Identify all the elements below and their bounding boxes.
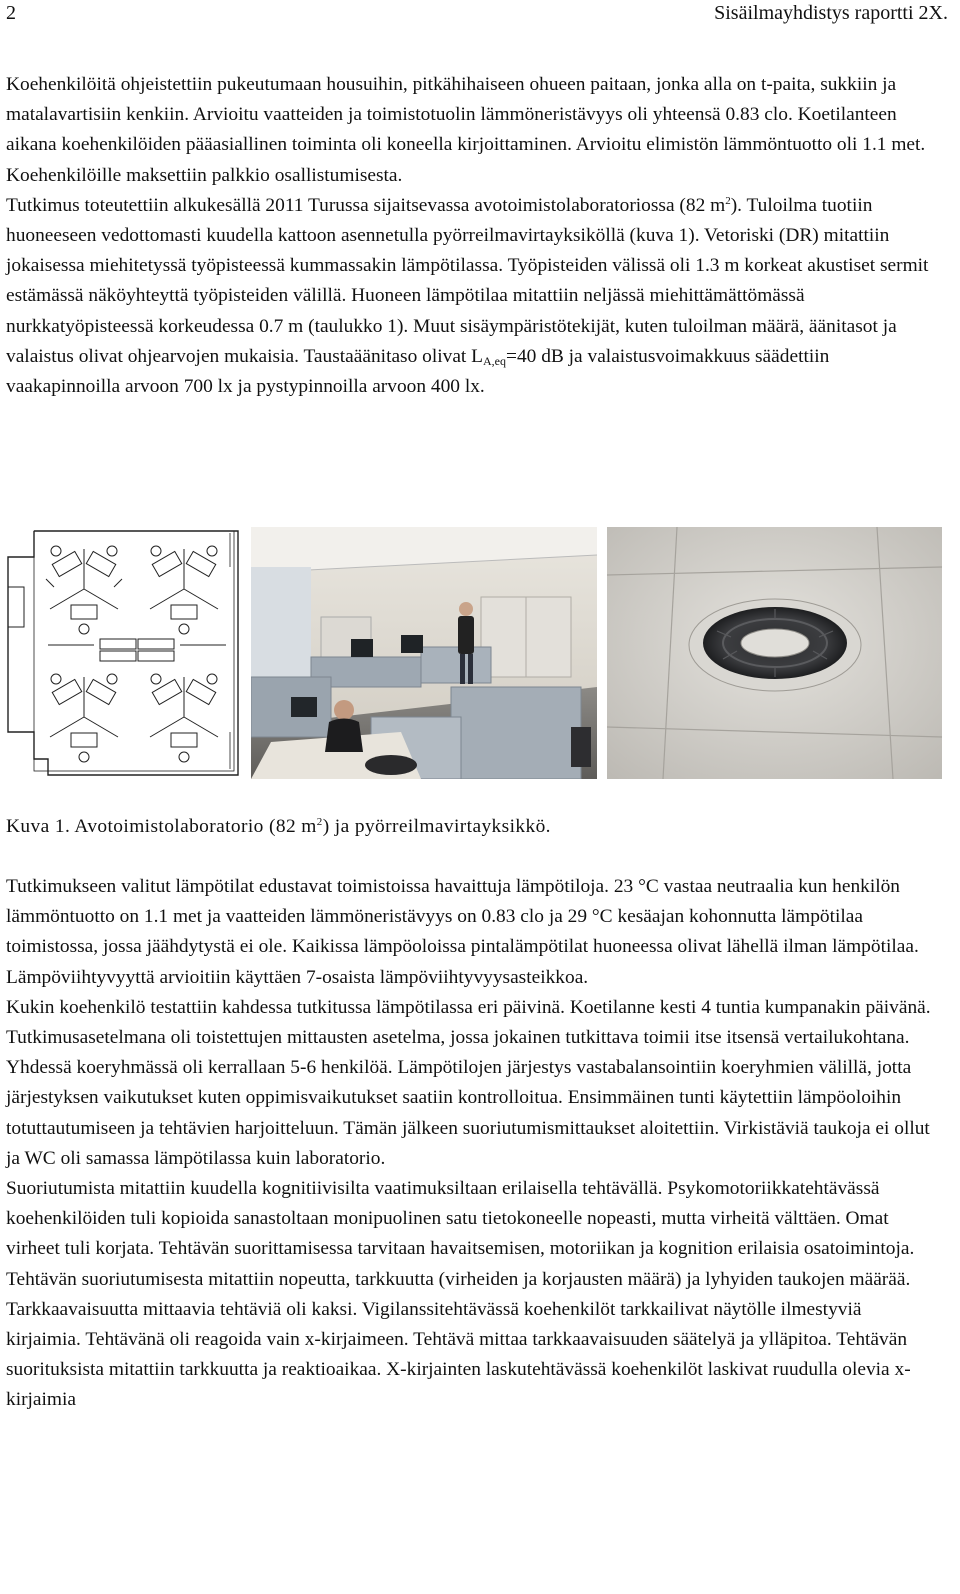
- body-paragraph: Suoriutumista mitattiin kuudella kognitiivisilta vaatimuksiltaan erilaisella tehtävällä. Psykomotoriikkatehtävässä koehenkilöiden tuli kopioida sanastoltaan monipuolinen satu tietokoneelle nopeasti, mutta virheitä välttäen. Omat virheet tuli korjata. Tehtävän suorittamisessa tarvitaan havaitsemisen, motoriikan ja kognition erilaisia osatoimintoja. Tehtävän suoriutumisesta mitattiin nopeutta, tarkkuutta (virheiden ja korjausten määrä) ja lyhyiden taukojen määrää.: [6, 1178, 915, 1290]
- office-photo: [251, 527, 597, 779]
- floor-plan-figure: [4, 527, 242, 779]
- paragraph-text: Tutkimus toteutettiin alkukesällä 2011 Turussa sijaitsevassa avotoimistolaboratoriossa (82 m: [6, 194, 726, 216]
- caption-text: ) ja pyörreilmavirtayksikkö.: [322, 816, 551, 837]
- figure-caption: [6, 812, 551, 842]
- body-paragraph: Tutkimukseen valitut lämpötilat edustavat toimistoissa havaittuja lämpötiloja. 23 °C vastaa neutraalia kun henkilön lämmöntuotto on 1.1 met ja vaatteiden lämmöneristävyys on 0.83 clo ja 29 °C kesäajan kohonnutta lämpötilaa toimistossa, jossa jäähdytystä ei ole. Kaikissa lämpöoloissa pintalämpötilat huoneessa olivat lähellä ilman lämpötilaa. Lämpöviihtyvyyttä arvioitiin käyttäen 7-osaista lämpöviihtyvyysasteikkoa.: [6, 876, 919, 988]
- body-paragraph: Kukin koehenkilö testattiin kahdessa tutkitussa lämpötilassa eri päivinä. Koetilanne kesti 4 tuntia kumpanakin päivänä. Tutkimusasetelmana oli toistettujen mittausten asetelma, jossa jokainen tutkittava toimii itse itsensä vertailukohtana. Yhdessä koeryhmässä oli kerrallaan 5-6 henkilöä. Lämpötilojen järjestys vastabalansointiin koeryhmien välillä, jotta järjestyksen vaikutukset kuten oppimisvaikutukset saatiin kontrolloitua. Ensimmäinen tunti käytettiin lämpöoloihin totuttautumiseen ja tehtävien harjoitteluun. Tämän jälkeen suoriutumismittaukset aloitettiin. Virkistäviä taukoja ei ollut ja WC oli samassa lämpötilassa kuin laboratorio.: [6, 996, 931, 1169]
- body-paragraph: Tarkkaavaisuutta mittaavia tehtäviä oli kaksi. Vigilanssitehtävässä koehenkilöt tarkkailivat näytölle ilmestyviä kirjaimia. Tehtävänä oli reagoida vain x-kirjaimeen. Tehtävä mittaa tarkkaavaisuuden säätelyä ja ylläpitoa. Tehtävän suorituksista mitattiin tarkkuutta ja reaktioaikaa. X-kirjainten laskutehtävässä koehenkilöt laskivat ruudulla olevia x-kirjaimia: [6, 1298, 911, 1411]
- body-text-lower: [6, 872, 941, 1416]
- report-title: Sisäilmayhdistys raportti 2X.: [714, 2, 948, 24]
- page-number: 2: [6, 2, 16, 24]
- ceiling-diffuser-photo: [607, 527, 942, 779]
- paragraph-text: ). Tuloilma tuotiin huoneeseen vedottomasti kuudella kattoon asennetulla pyörreilmavirtayksiköllä (kuva 1). Vetoriski (DR) mitattiin jokaisessa miehitetyssä työpisteessä kummassakin lämpötilassa. Työpisteiden välissä oli 1.3 m korkeat akustiset sermit estämässä näköyhteyttä työpisteiden välillä. Huoneen lämpötilaa mitattiin neljässä miehittämättömässä nurkkatyöpisteessä korkeudessa 0.7 m (taulukko 1). Muut sisäympäristötekijät, kuten tuloilman määrä, äänitasot ja valaistus olivat ohjearvojen mukaisia. Taustaäänitaso olivat L: [6, 194, 929, 367]
- paragraph-text: Koehenkilöitä ohjeistettiin pukeutumaan housuihin, pitkähihaiseen ohueen paitaan, jonka alla on t-paita, sukkiin ja matalavartisiin kenkiin. Arvioitu vaatteiden ja toimistotuolin lämmöneristävyys oli yhteensä 0.83 clo. Koetilanteen aikana koehenkilöiden pääasiallinen toiminta oli koneella kirjoittaminen. Arvioitu elimistön lämmöntuotto oli 1.1 met. Koehenkilöille maksettiin palkkio osallistumisesta.: [6, 74, 926, 186]
- page-header: [6, 0, 948, 26]
- superscript: 2: [316, 816, 323, 828]
- caption-text: Kuva 1. Avotoimistolaboratorio (82 m: [6, 816, 317, 837]
- body-paragraph-1: [6, 70, 941, 402]
- subscript: A,eq: [483, 353, 507, 368]
- paragraph-text: =40 dB ja valaistusvoimakkuus säädettiin vaakapinnoilla arvoon 700 lx ja pystypinnoilla arvoon 400 lx.: [6, 345, 830, 398]
- superscript: 2: [725, 194, 731, 207]
